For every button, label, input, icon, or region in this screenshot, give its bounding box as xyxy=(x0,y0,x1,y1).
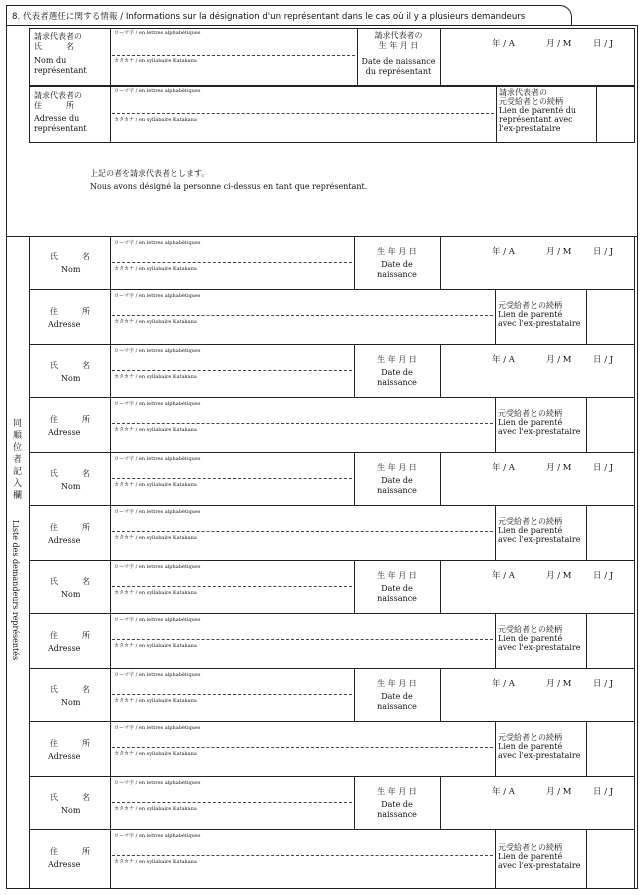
applicant-name-label-fr: Nom xyxy=(61,806,81,815)
dob-month: 月 / M xyxy=(546,355,572,365)
address-roman-hint: ローマ字 / en lettres alphabétiques xyxy=(114,401,201,407)
dob-day: 日 / J xyxy=(593,247,614,257)
address-katakana-hint: カタカナ / en syllabaire Katakana xyxy=(114,427,197,433)
applicant-address-label-jp: 住 所 xyxy=(50,415,90,424)
rep-relation-input[interactable] xyxy=(597,87,634,142)
applicant-relation-input[interactable] xyxy=(587,830,634,887)
applicant-address-input[interactable] xyxy=(112,300,493,342)
dob-day: 日 / J xyxy=(593,355,614,365)
address-roman-hint: ローマ字 / en lettres alphabétiques xyxy=(114,293,201,299)
dob-year: 年 / A xyxy=(492,247,515,257)
applicant-relation-input[interactable] xyxy=(587,398,634,451)
declaration-fr: Nous avons désigné la personne ci-dessus en tant que représentant. xyxy=(90,182,368,191)
applicant-name-input[interactable] xyxy=(112,571,352,611)
applicant-dob-label-jp: 生 年 月 日 xyxy=(377,355,417,364)
applicant-address-label-fr: Adresse xyxy=(48,428,81,437)
dob-year: 年 / A xyxy=(492,787,515,797)
applicant-name-label-fr: Nom xyxy=(61,698,81,707)
applicant-dob-label-jp: 生 年 月 日 xyxy=(377,463,417,472)
rep-address-katakana-hint: カタカナ / en syllabaire Katakana xyxy=(114,117,197,123)
applicant-address-label-fr: Adresse xyxy=(48,320,81,329)
applicant-relation-label: 元受給者との続柄 Lien de parenté avec l'ex-prestataire xyxy=(498,843,581,870)
name-roman-hint: ローマ字 / en lettres alphabétiques xyxy=(114,348,201,354)
rep-name-roman-hint: ローマ字 / en lettres alphabétiques xyxy=(114,30,201,36)
applicant-name-input[interactable] xyxy=(112,247,352,287)
applicant-relation-label: 元受給者との続柄 Lien de parenté avec l'ex-prestataire xyxy=(498,625,581,652)
applicant-relation-label: 元受給者との続柄 Lien de parenté avec l'ex-prestataire xyxy=(498,409,581,436)
dob-month: 月 / M xyxy=(546,247,572,257)
name-katakana-hint: カタカナ / en syllabaire Katakana xyxy=(114,266,197,272)
sidebar-title-jp: 同順位者記入欄 xyxy=(11,418,21,502)
applicant-name-label-jp: 氏 名 xyxy=(50,793,90,802)
applicant-address-label-fr: Adresse xyxy=(48,752,81,761)
applicant-name-label-fr: Nom xyxy=(61,482,81,491)
section-number: 8. xyxy=(12,12,21,22)
address-roman-hint: ローマ字 / en lettres alphabétiques xyxy=(114,509,201,515)
applicant-name-input[interactable] xyxy=(112,787,352,827)
applicant-name-input[interactable] xyxy=(112,463,352,503)
applicant-relation-label: 元受給者との続柄 Lien de parenté avec l'ex-prestataire xyxy=(498,301,581,328)
section-title xyxy=(12,10,525,22)
applicant-address-label-fr: Adresse xyxy=(48,644,81,653)
applicant-relation-label: 元受給者との続柄 Lien de parenté avec l'ex-prestataire xyxy=(498,517,581,544)
applicant-address-label-fr: Adresse xyxy=(48,536,81,545)
rep-address-label-fr: Adresse du représentant xyxy=(34,114,87,133)
address-roman-hint: ローマ字 / en lettres alphabétiques xyxy=(114,617,201,623)
rep-address-label-jp: 請求代表者の 住 所 xyxy=(34,91,82,110)
applicant-name-label-fr: Nom xyxy=(61,265,81,274)
applicant-name-input[interactable] xyxy=(112,355,352,395)
applicant-name-label-jp: 氏 名 xyxy=(50,469,90,478)
applicant-dob-label-fr: Date de naissance xyxy=(377,584,417,603)
name-roman-hint: ローマ字 / en lettres alphabétiques xyxy=(114,564,201,570)
applicant-relation-input[interactable] xyxy=(587,722,634,775)
applicant-dob-label-fr: Date de naissance xyxy=(377,476,417,495)
applicant-address-input[interactable] xyxy=(112,840,493,886)
sidebar-title-fr: Liste des demandeurs représentés xyxy=(11,520,20,661)
name-katakana-hint: カタカナ / en syllabaire Katakana xyxy=(114,698,197,704)
applicant-dob-label-fr: Date de naissance xyxy=(377,368,417,387)
dob-year: 年 / A xyxy=(492,571,515,581)
name-katakana-hint: カタカナ / en syllabaire Katakana xyxy=(114,482,197,488)
dob-month: 月 / M xyxy=(546,679,572,689)
rep-dob-year: 年 / A xyxy=(492,39,515,49)
address-katakana-hint: カタカナ / en syllabaire Katakana xyxy=(114,859,197,865)
applicant-dob-label-jp: 生 年 月 日 xyxy=(377,571,417,580)
address-katakana-hint: カタカナ / en syllabaire Katakana xyxy=(114,535,197,541)
applicant-name-label-jp: 氏 名 xyxy=(50,577,90,586)
rep-dob-month: 月 / M xyxy=(546,39,572,49)
applicant-address-input[interactable] xyxy=(112,624,493,666)
applicant-relation-label: 元受給者との続柄 Lien de parenté avec l'ex-prestataire xyxy=(498,733,581,760)
dob-day: 日 / J xyxy=(593,571,614,581)
address-katakana-hint: カタカナ / en syllabaire Katakana xyxy=(114,751,197,757)
name-roman-hint: ローマ字 / en lettres alphabétiques xyxy=(114,456,201,462)
applicant-address-label-jp: 住 所 xyxy=(50,739,90,748)
rep-name-katakana-hint: カタカナ / en syllabaire Katakana xyxy=(114,58,197,64)
name-roman-hint: ローマ字 / en lettres alphabétiques xyxy=(114,240,201,246)
rep-dob-day: 日 / J xyxy=(593,39,614,49)
dob-year: 年 / A xyxy=(492,679,515,689)
applicant-address-label-jp: 住 所 xyxy=(50,307,90,316)
name-roman-hint: ローマ字 / en lettres alphabétiques xyxy=(114,780,201,786)
applicant-dob-label-jp: 生 年 月 日 xyxy=(377,679,417,688)
rep-dob-label-jp: 請求代表者の 生 年 月 日 xyxy=(374,31,423,50)
address-katakana-hint: カタカナ / en syllabaire Katakana xyxy=(114,319,197,325)
dob-day: 日 / J xyxy=(593,787,614,797)
applicant-name-label-jp: 氏 名 xyxy=(50,252,90,261)
applicant-relation-input[interactable] xyxy=(587,290,634,343)
dob-day: 日 / J xyxy=(593,679,614,689)
dob-month: 月 / M xyxy=(546,571,572,581)
applicant-name-label-fr: Nom xyxy=(61,590,81,599)
rep-name-label-jp: 請求代表者の 氏 名 xyxy=(34,32,82,51)
section-title-text: 代表者選任に関する情報 / Informations sur la désignation d'un représentant dans le cas où il y a plusieurs demandeurs xyxy=(22,12,526,22)
name-katakana-hint: カタカナ / en syllabaire Katakana xyxy=(114,806,197,812)
applicant-relation-input[interactable] xyxy=(587,506,634,559)
dob-year: 年 / A xyxy=(492,463,515,473)
rep-name-label-fr: Nom du représentant xyxy=(34,56,87,75)
applicant-address-label-jp: 住 所 xyxy=(50,847,90,856)
rep-address-roman-hint: ローマ字 / en lettres alphabétiques xyxy=(114,88,201,94)
applicant-name-label-jp: 氏 名 xyxy=(50,361,90,370)
dob-day: 日 / J xyxy=(593,463,614,473)
applicant-address-label-jp: 住 所 xyxy=(50,523,90,532)
applicant-relation-input[interactable] xyxy=(587,614,634,667)
name-roman-hint: ローマ字 / en lettres alphabétiques xyxy=(114,672,201,678)
name-katakana-hint: カタカナ / en syllabaire Katakana xyxy=(114,590,197,596)
address-roman-hint: ローマ字 / en lettres alphabétiques xyxy=(114,725,201,731)
rep-address-input[interactable] xyxy=(112,95,494,141)
applicant-name-label-fr: Nom xyxy=(61,374,81,383)
applicant-address-label-fr: Adresse xyxy=(48,860,81,869)
rep-name-input[interactable] xyxy=(112,38,355,84)
applicant-dob-label-fr: Date de naissance xyxy=(377,800,417,819)
declaration-jp: 上記の者を請求代表者とします。 xyxy=(90,169,210,178)
applicant-dob-label-fr: Date de naissance xyxy=(377,692,417,711)
applicant-address-input[interactable] xyxy=(112,408,493,450)
rep-relation-label: 請求代表者の 元受給者との続柄 Lien de parenté du représentant avec l'ex-prestataire xyxy=(499,88,577,133)
applicant-dob-label-jp: 生 年 月 日 xyxy=(377,787,417,796)
applicant-address-input[interactable] xyxy=(112,516,493,558)
dob-year: 年 / A xyxy=(492,355,515,365)
address-roman-hint: ローマ字 / en lettres alphabétiques xyxy=(114,833,201,839)
applicant-address-input[interactable] xyxy=(112,732,493,774)
dob-month: 月 / M xyxy=(546,787,572,797)
rep-dob-label-fr: Date de naissance du représentant xyxy=(361,57,436,76)
applicant-dob-label-fr: Date de naissance xyxy=(377,260,417,279)
dob-month: 月 / M xyxy=(546,463,572,473)
applicant-address-label-jp: 住 所 xyxy=(50,631,90,640)
applicant-dob-label-jp: 生 年 月 日 xyxy=(377,247,417,256)
name-katakana-hint: カタカナ / en syllabaire Katakana xyxy=(114,374,197,380)
applicant-name-label-jp: 氏 名 xyxy=(50,685,90,694)
address-katakana-hint: カタカナ / en syllabaire Katakana xyxy=(114,643,197,649)
applicant-name-input[interactable] xyxy=(112,679,352,719)
